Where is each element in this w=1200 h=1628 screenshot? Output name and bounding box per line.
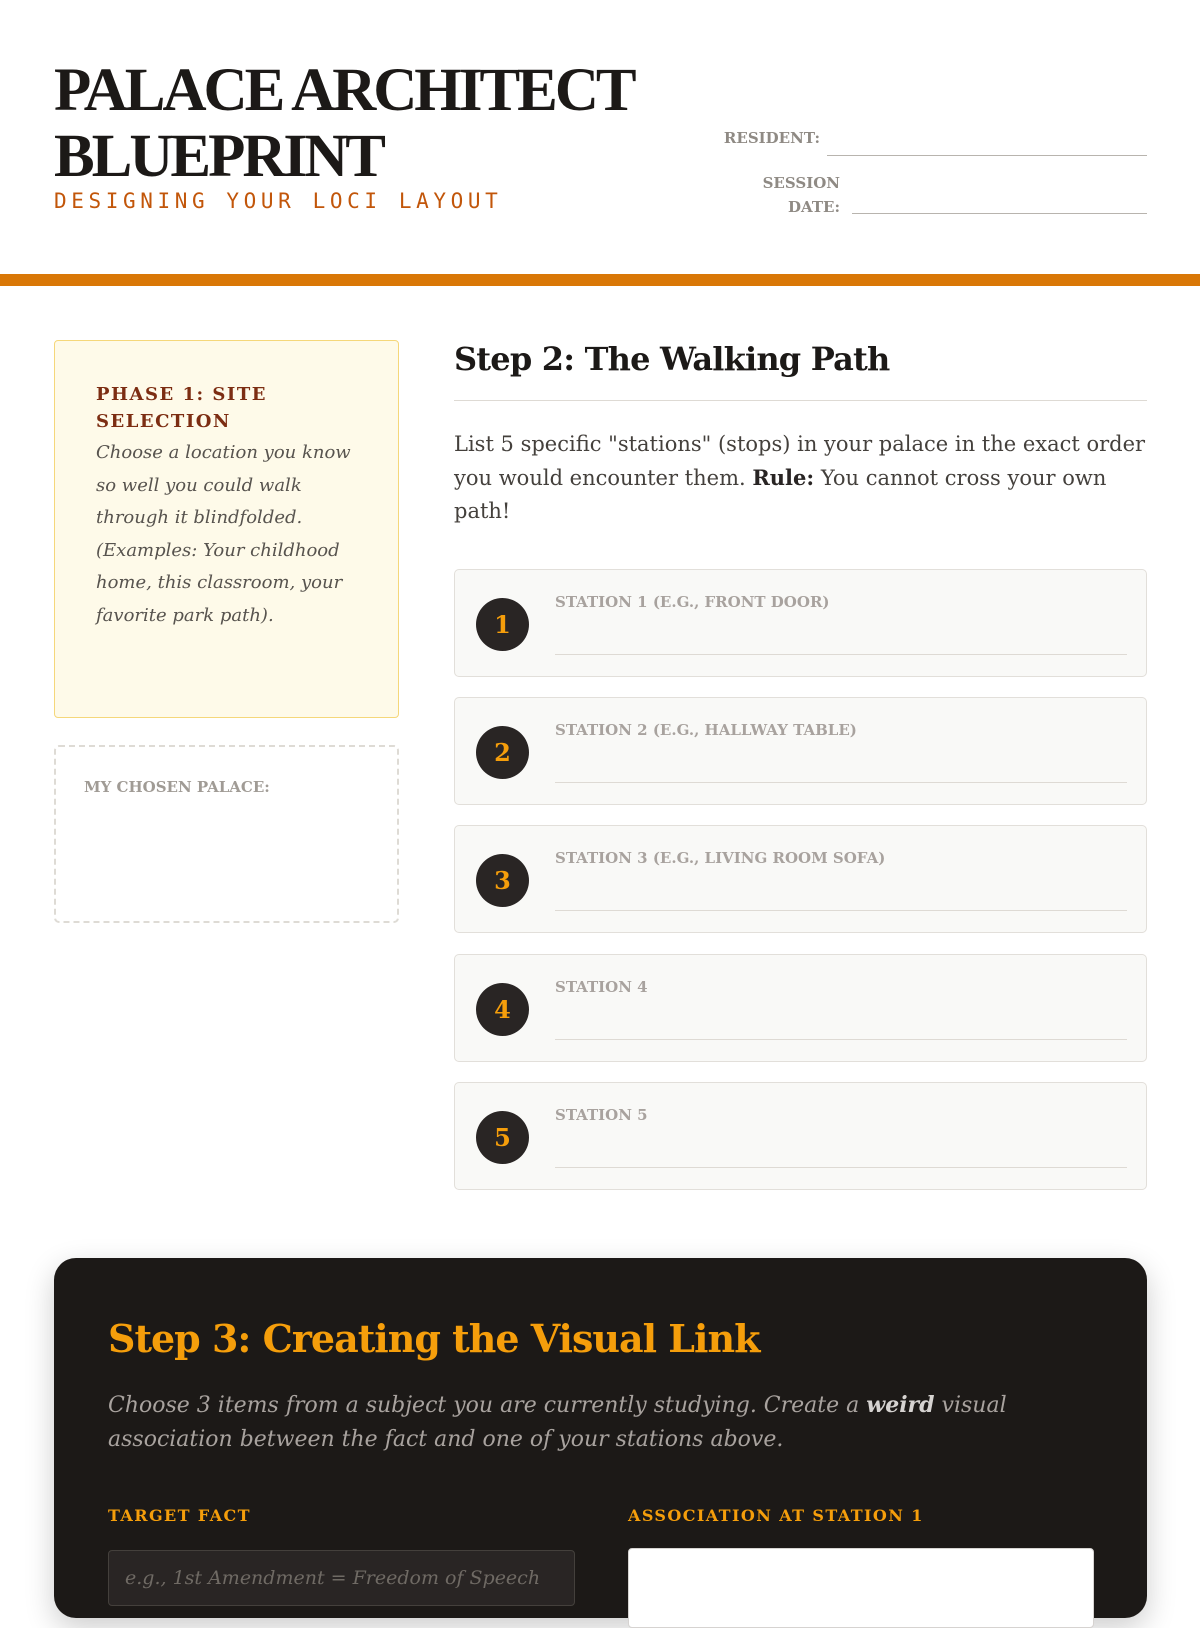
station-number-badge: 3 [476,854,529,907]
target-fact-input[interactable] [108,1550,575,1606]
station-label: STATION 4 [555,978,648,996]
session-label-line-2: DATE: [788,198,840,216]
station-label: STATION 1 (E.G., FRONT DOOR) [555,593,830,611]
station-input-line[interactable] [555,782,1127,783]
target-fact-label: TARGET FACT [108,1506,251,1525]
station-card [454,569,1147,677]
phase-1-title: PHASE 1: SITE SELECTION [96,384,267,432]
step-3-title: Step 3: Creating the Visual Link [108,1316,760,1361]
station-label: STATION 2 (E.G., HALLWAY TABLE) [555,721,857,739]
page-subtitle: DESIGNING YOUR LOCI LAYOUT [54,189,503,213]
resident-field[interactable] [827,155,1147,156]
step-2-rule-label: Rule: [752,465,815,490]
step-2-divider [454,400,1147,401]
step-3-desc-text-end: visual association between the fact and one of your stations above. [108,1393,1007,1452]
step-3-instructions [108,1388,1068,1457]
station-card [454,954,1147,1062]
station-number-badge: 5 [476,1111,529,1164]
chosen-palace-box[interactable] [54,745,399,923]
station-card [454,697,1147,805]
step-3-panel [54,1258,1147,1618]
session-label-line-1: SESSION [762,174,840,192]
chosen-palace-label: MY CHOSEN PALACE: [84,778,270,796]
step-2-instructions [454,428,1154,528]
resident-label: RESIDENT: [723,129,820,147]
page-title [54,58,634,190]
step-2-title: Step 2: The Walking Path [454,340,890,378]
station-number-badge: 4 [476,983,529,1036]
station-input-line[interactable] [555,1039,1127,1040]
station-input-line[interactable] [555,1167,1127,1168]
station-label: STATION 5 [555,1106,648,1124]
station-label: STATION 3 (E.G., LIVING ROOM SOFA) [555,849,886,867]
phase-1-card [54,340,399,718]
station-number-badge: 1 [476,598,529,651]
phase-1-text: Choose a location you know so well you could walk through it blindfolded. (Examples: Your childhood home, this classroom, your favorite park path). [96,442,351,626]
title-line-1: PALACE ARCHITECT [54,57,634,124]
station-input-line[interactable] [555,910,1127,911]
header-divider [0,274,1200,286]
station-card [454,1082,1147,1190]
step-3-emphasis: weird [866,1392,935,1418]
station-input-line[interactable] [555,654,1127,655]
step-3-desc-text: Choose 3 items from a subject you are currently studying. Create a [108,1393,867,1418]
step-2-rule-text: You cannot cross your own path! [454,466,1107,523]
session-date-field[interactable] [852,213,1147,214]
station-card [454,825,1147,933]
station-number-badge: 2 [476,726,529,779]
title-line-2: BLUEPRINT [54,123,383,190]
step-2-intro-text: List 5 specific "stations" (stops) in your palace in the exact order you would encounter them. [454,432,1146,490]
association-label: ASSOCIATION AT STATION 1 [628,1506,924,1525]
association-input[interactable] [628,1548,1094,1628]
session-date-label [690,171,840,219]
